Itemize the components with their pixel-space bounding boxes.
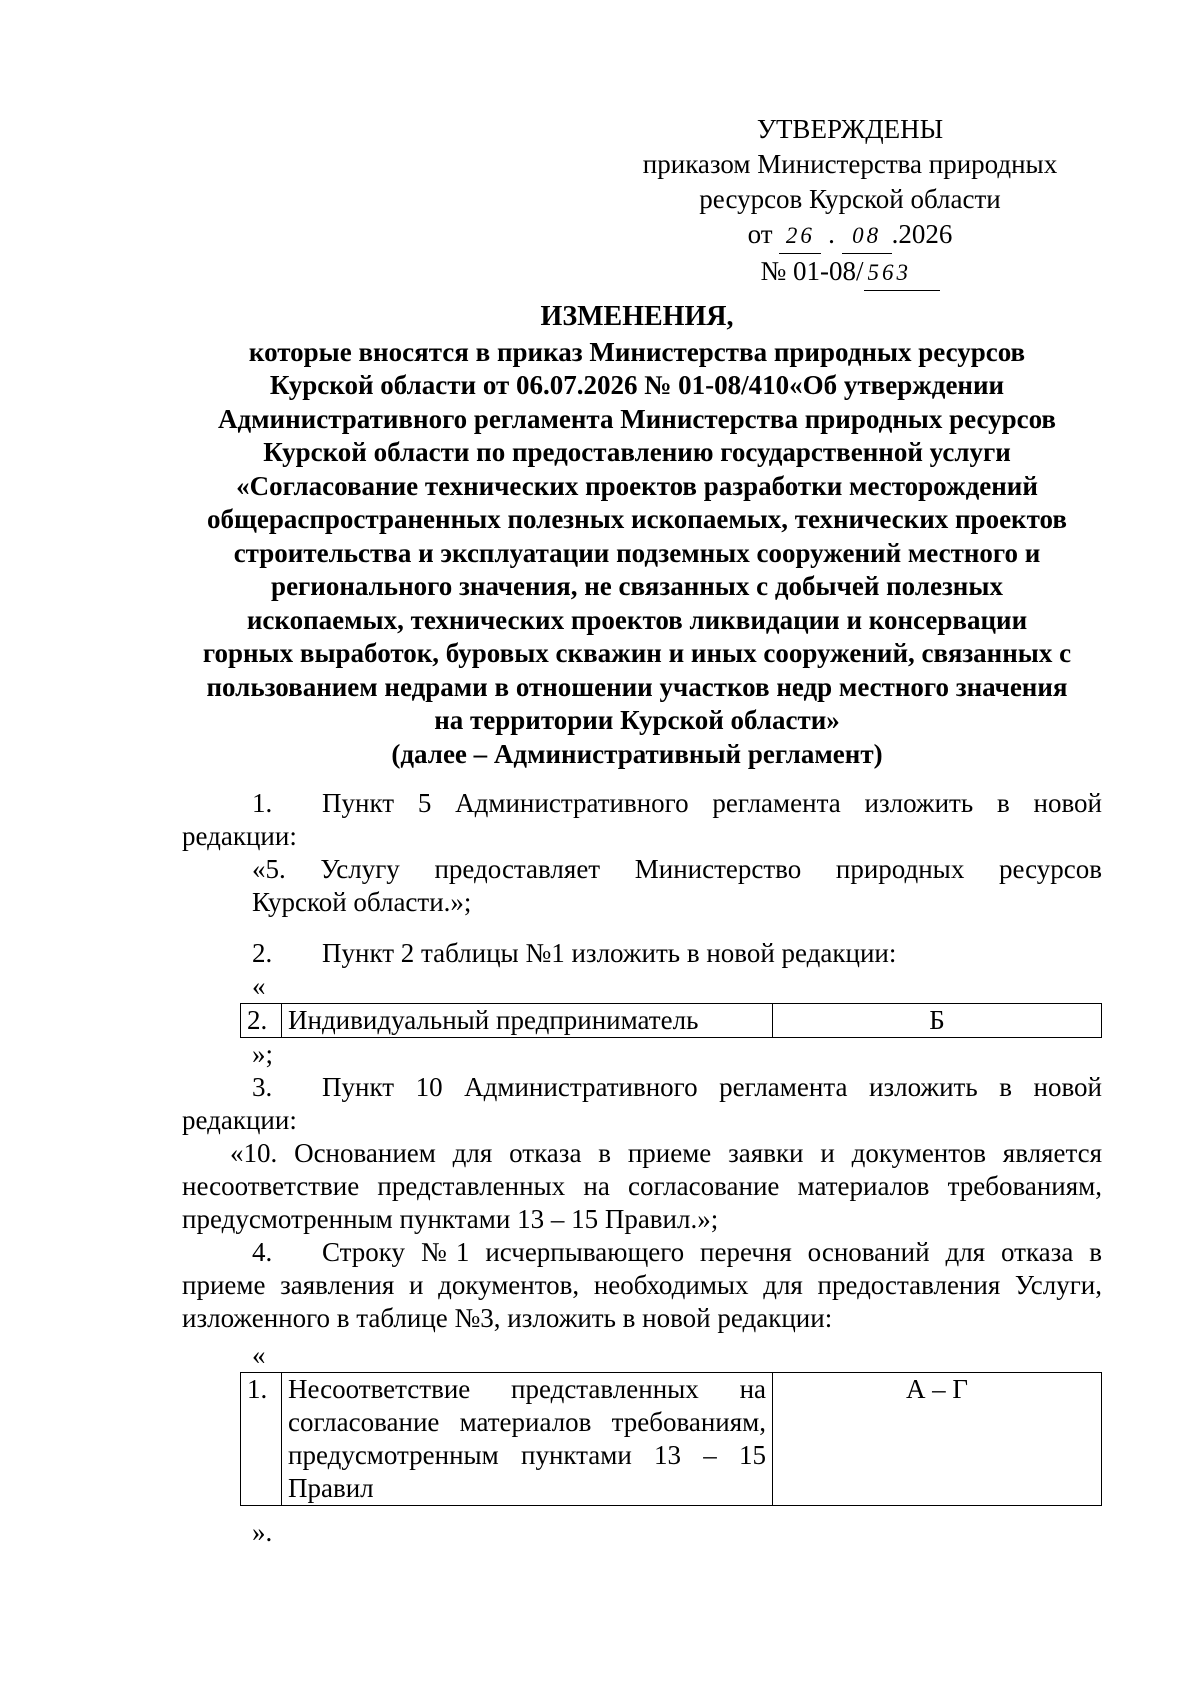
- title-line: ископаемых, технических проектов ликвидации и консервации: [246, 604, 1028, 635]
- title-line: пользованием недрами в отношении участков недр местного значения: [206, 671, 1068, 702]
- date-day-handwritten: 26: [779, 218, 821, 254]
- item-3-quote: «10. Основанием для отказа в приеме заявки и документов является несоответствие представленных на согласование материалов требованиям, предусмотренным пунктами 13 – 15 Правил.»;: [182, 1138, 1102, 1234]
- date-prefix: от: [747, 219, 773, 249]
- item-1-number: 1.: [252, 788, 273, 818]
- table-cell-num: 1.: [241, 1373, 282, 1506]
- number-prefix: № 01-08/: [760, 256, 864, 286]
- title-line: Административного регламента Министерства природных ресурсов: [218, 403, 1056, 434]
- item-2: [182, 937, 1102, 1071]
- title-line: общераспространенных полезных ископаемых, технических проектов: [207, 504, 1067, 534]
- date-year: .2026: [891, 219, 953, 249]
- title-line: Курской области от 06.07.2026 № 01-08/410«Об утверждении: [269, 370, 1005, 400]
- item-2-close-quote: »;: [252, 1039, 274, 1069]
- table-cell-name: Несоответствие представленных на согласование материалов требованиям, предусмотренным пунктами 13 – 15 Правил: [282, 1373, 773, 1506]
- item-1-text: Пункт 5 Административного регламента изложить в новой: [322, 788, 1102, 818]
- table-row: [241, 1373, 1102, 1506]
- title-main: ИЗМЕНЕНИЯ,: [540, 301, 734, 332]
- item-4-number: 4.: [252, 1237, 273, 1267]
- document-body: [182, 787, 1102, 1549]
- table-cell-num: 2.: [241, 1004, 282, 1038]
- table-cell-code: А – Г: [773, 1373, 1102, 1506]
- item-3-text: Пункт 10 Административного регламента изложить в новой: [322, 1072, 1102, 1102]
- title-line: «Согласование технических проектов разработки месторождений: [236, 470, 1038, 501]
- approval-date: от 26 . 08 .2026: [600, 217, 1100, 254]
- item-3-text-end: редакции:: [182, 1105, 297, 1135]
- item-3: [182, 1071, 1102, 1236]
- title-line: на территории Курской области»: [434, 705, 840, 735]
- title-line: которые вносятся в приказ Министерства природных ресурсов: [248, 336, 1026, 367]
- item-2-open-quote: «: [252, 971, 266, 1001]
- title-line: Курской области по предоставлению государственной услуги: [263, 437, 1011, 467]
- item-1-quote-line-1: «5. Услугу предоставляет Министерство природных ресурсов: [252, 854, 1102, 884]
- item-2-table: [240, 1003, 1102, 1038]
- date-month-handwritten: 08: [842, 218, 892, 254]
- table-row: [241, 1004, 1102, 1038]
- table-cell-name: Индивидуальный предприниматель: [282, 1004, 773, 1038]
- number-handwritten: 563: [864, 255, 940, 291]
- title-line: горных выработок, буровых скважин и иных сооружений, связанных с: [202, 638, 1072, 668]
- item-1: [182, 787, 1102, 919]
- item-1-text-end: редакции:: [182, 821, 297, 851]
- approval-block: [600, 112, 1100, 291]
- item-4-text: Строку №1 исчерпывающего перечня оснований для отказа в приеме заявления и документов, необходимых для предоставления Услуги, изложенного в таблице №3, изложить в новой редакции:: [182, 1237, 1102, 1333]
- document-title: [172, 300, 1102, 771]
- item-2-number: 2.: [252, 938, 273, 968]
- approval-line-1: приказом Министерства природных: [642, 149, 1058, 179]
- item-4-table: [240, 1372, 1102, 1506]
- table-cell-code: Б: [773, 1004, 1102, 1038]
- approved-heading: УТВЕРЖДЕНЫ: [756, 114, 944, 144]
- title-line: (далее – Административный регламент): [391, 738, 883, 769]
- item-1-quote-line-2: Курской области.»;: [252, 887, 472, 917]
- approval-line-2: ресурсов Курской области: [699, 184, 1001, 214]
- item-2-text: Пункт 2 таблицы №1 изложить в новой редакции:: [322, 938, 897, 968]
- item-4-close-quote: ».: [252, 1517, 273, 1547]
- item-3-number: 3.: [252, 1072, 273, 1102]
- approval-number: [600, 254, 1100, 291]
- title-line: строительства и эксплуатации подземных сооружений местного и: [233, 537, 1041, 568]
- item-4: [182, 1236, 1102, 1549]
- item-4-open-quote: «: [252, 1340, 266, 1370]
- title-line: регионального значения, не связанных с добычей полезных: [271, 571, 1003, 601]
